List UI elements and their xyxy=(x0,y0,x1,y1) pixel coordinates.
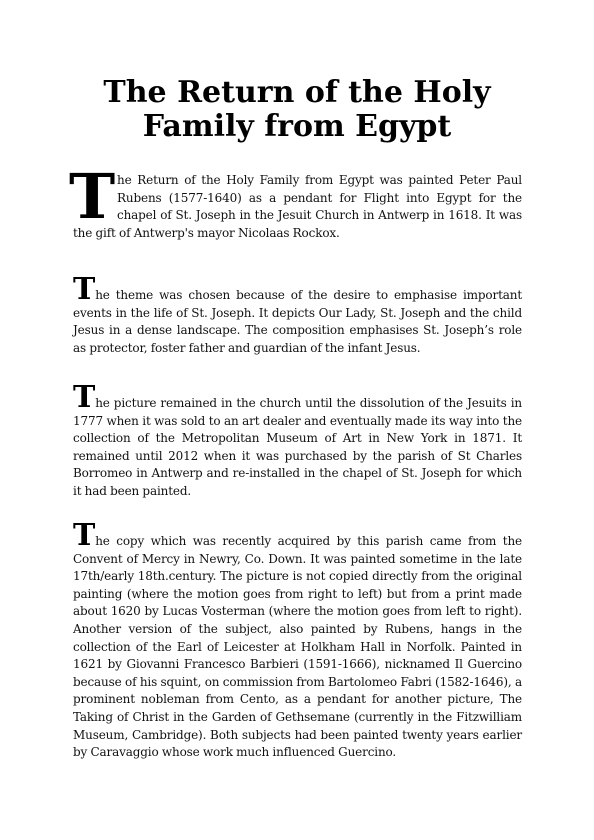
paragraph-initial: T xyxy=(73,272,96,307)
paragraph-3 xyxy=(73,380,522,501)
page-title xyxy=(0,76,594,144)
paragraph-initial: T xyxy=(73,380,96,415)
paragraph-3-text: he picture remained in the church until the dissolution of the Jesuits in 1777 when it was sold to an art dealer and eventually made its way into the collection of the Metropolitan Museum of Art in New York in 1871. It remained until 2012 when it was purchased by the parish of St Charles Borromeo in Antwerp and re-installed in the chapel of St. Joseph for which it had been painted. xyxy=(73,396,522,498)
paragraph-4 xyxy=(73,518,522,762)
paragraph-initial: T xyxy=(73,518,96,553)
drop-cap-initial: T xyxy=(69,160,115,233)
title-line-2: Family from Egypt xyxy=(142,109,452,145)
paragraph-1-text: he Return of the Holy Family from Egypt was painted Peter Paul Rubens (1577-1640) as a pendant for Flight into Egypt for the chapel of St. Joseph in the Jesuit Church in Antwerp in 1618. It was the gift of Antwerp's mayor Nicolaas Rockox. xyxy=(73,173,522,240)
paragraph-1 xyxy=(69,160,522,242)
paragraph-4-text: he copy which was recently acquired by this parish came from the Convent of Mercy in Newry, Co. Down. It was painted sometime in the late 17th/early 18th.century. The picture is not copied directly from the original painting (where the motion goes from right to left) but from a print made about 1620 by Lucas Vosterman (where the motion goes from left to right). Another version of the subject, also painted by Rubens, hangs in the collection of the Earl of Leicester at Holkham Hall in Norfolk. Painted in 1621 by Giovanni Francesco Barbieri (1591-1666), nicknamed Il Guercino because of his squint, on commission from Bartolomeo Fabri (1582-1646), a prominent nobleman from Cento, as a pendant for another picture, The Taking of Christ in the Garden of Gethsemane (currently in the Fitzwilliam Museum, Cambridge). Both subjects had been painted twenty years earlier by Caravaggio whose work much influenced Guercino. xyxy=(73,534,522,760)
paragraph-2-text: he theme was chosen because of the desire to emphasise important events in the life of St. Joseph. It depicts Our Lady, St. Joseph and the child Jesus in a dense landscape. The composition emphasises St. Joseph’s role as protector, foster father and guardian of the infant Jesus. xyxy=(73,288,522,355)
paragraph-2 xyxy=(73,272,522,357)
title-line-1: The Return of the Holy xyxy=(103,75,491,111)
